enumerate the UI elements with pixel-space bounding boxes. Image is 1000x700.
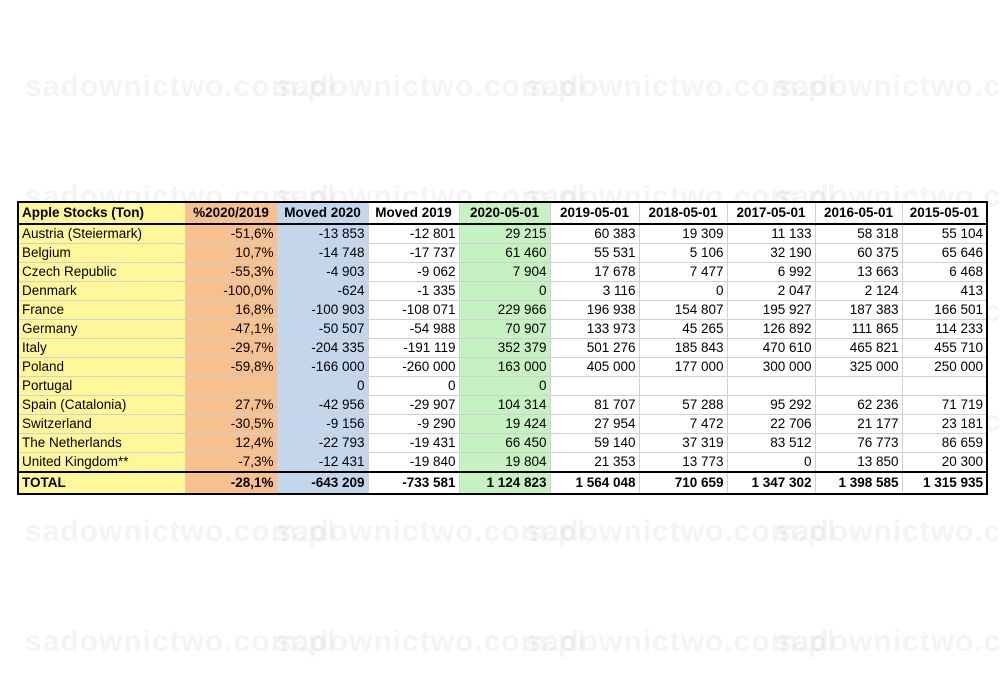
cell-pct-change: 27,7%: [185, 396, 277, 415]
cell-stock-2016: 58 318: [815, 224, 902, 244]
cell-moved-2020: -643 209: [277, 472, 368, 494]
cell-pct-change: [185, 377, 277, 396]
cell-stock-2018: 154 807: [639, 301, 727, 320]
cell-stock-2015: 114 233: [902, 320, 987, 339]
cell-stock-2016: 325 000: [815, 358, 902, 377]
cell-stock-2015: 65 646: [902, 244, 987, 263]
cell-pct-change: -28,1%: [185, 472, 277, 494]
cell-stock-2015: 1 315 935: [902, 472, 987, 494]
cell-stock-2015: 413: [902, 282, 987, 301]
cell-country: TOTAL: [18, 472, 185, 494]
cell-stock-2016: 60 375: [815, 244, 902, 263]
cell-stock-2018: 13 773: [639, 453, 727, 473]
cell-stock-2020: 163 000: [459, 358, 550, 377]
cell-country: The Netherlands: [18, 434, 185, 453]
cell-stock-2019: 27 954: [550, 415, 639, 434]
cell-moved-2020: -100 903: [277, 301, 368, 320]
cell-stock-2020: 70 907: [459, 320, 550, 339]
header-moved-2020: Moved 2020: [277, 202, 368, 224]
watermark-text: [775, 70, 1000, 104]
cell-moved-2019: -12 801: [368, 224, 459, 244]
cell-stock-2016: [815, 377, 902, 396]
cell-stock-2017: 22 706: [727, 415, 815, 434]
cell-stock-2018: 0: [639, 282, 727, 301]
cell-country: Spain (Catalonia): [18, 396, 185, 415]
cell-stock-2016: 21 177: [815, 415, 902, 434]
cell-stock-2018: 37 319: [639, 434, 727, 453]
header-country: Apple Stocks (Ton): [18, 202, 185, 224]
watermark-text: [525, 515, 836, 549]
cell-country: Denmark: [18, 282, 185, 301]
cell-pct-change: -51,6%: [185, 224, 277, 244]
cell-stock-2015: 23 181: [902, 415, 987, 434]
table-row: [18, 320, 987, 339]
cell-stock-2017: [727, 377, 815, 396]
header-stock-2019: 2019-05-01: [550, 202, 639, 224]
cell-moved-2020: -22 793: [277, 434, 368, 453]
cell-moved-2019: -29 907: [368, 396, 459, 415]
cell-country: Switzerland: [18, 415, 185, 434]
cell-moved-2020: -166 000: [277, 358, 368, 377]
header-stock-2020: 2020-05-01: [459, 202, 550, 224]
cell-moved-2019: -9 290: [368, 415, 459, 434]
watermark-text: [775, 625, 1000, 659]
cell-pct-change: 16,8%: [185, 301, 277, 320]
cell-stock-2020: 29 215: [459, 224, 550, 244]
cell-country: United Kingdom**: [18, 453, 185, 473]
cell-pct-change: -100,0%: [185, 282, 277, 301]
cell-stock-2018: 45 265: [639, 320, 727, 339]
table-row: [18, 301, 987, 320]
cell-stock-2020: 0: [459, 282, 550, 301]
cell-country: Italy: [18, 339, 185, 358]
cell-stock-2016: 1 398 585: [815, 472, 902, 494]
cell-moved-2020: -204 335: [277, 339, 368, 358]
cell-stock-2015: 6 468: [902, 263, 987, 282]
watermark-text: [275, 70, 586, 104]
cell-country: Poland: [18, 358, 185, 377]
cell-stock-2017: 6 992: [727, 263, 815, 282]
cell-stock-2015: 71 719: [902, 396, 987, 415]
cell-moved-2019: -9 062: [368, 263, 459, 282]
header-stock-2018: 2018-05-01: [639, 202, 727, 224]
table-row: [18, 415, 987, 434]
cell-stock-2016: 2 124: [815, 282, 902, 301]
cell-stock-2018: 7 472: [639, 415, 727, 434]
header-pct-change: %2020/2019: [185, 202, 277, 224]
cell-stock-2016: 76 773: [815, 434, 902, 453]
cell-moved-2019: -108 071: [368, 301, 459, 320]
cell-stock-2019: 196 938: [550, 301, 639, 320]
table-row: [18, 434, 987, 453]
cell-stock-2015: 166 501: [902, 301, 987, 320]
cell-stock-2018: 710 659: [639, 472, 727, 494]
cell-stock-2015: 250 000: [902, 358, 987, 377]
watermark-text: [275, 625, 586, 659]
cell-stock-2019: 3 116: [550, 282, 639, 301]
cell-stock-2017: 300 000: [727, 358, 815, 377]
cell-stock-2020: 229 966: [459, 301, 550, 320]
cell-moved-2019: -54 988: [368, 320, 459, 339]
cell-country: Germany: [18, 320, 185, 339]
cell-stock-2017: 95 292: [727, 396, 815, 415]
cell-stock-2020: 104 314: [459, 396, 550, 415]
cell-country: Belgium: [18, 244, 185, 263]
table-row: [18, 453, 987, 473]
cell-stock-2020: 0: [459, 377, 550, 396]
cell-stock-2018: 19 309: [639, 224, 727, 244]
cell-stock-2018: 7 477: [639, 263, 727, 282]
cell-stock-2017: 470 610: [727, 339, 815, 358]
cell-stock-2020: 66 450: [459, 434, 550, 453]
cell-stock-2015: 455 710: [902, 339, 987, 358]
table-row: [18, 224, 987, 244]
header-stock-2016: 2016-05-01: [815, 202, 902, 224]
cell-pct-change: -59,8%: [185, 358, 277, 377]
cell-moved-2020: -12 431: [277, 453, 368, 473]
cell-stock-2020: 19 424: [459, 415, 550, 434]
cell-moved-2019: -19 840: [368, 453, 459, 473]
cell-stock-2019: 1 564 048: [550, 472, 639, 494]
table-row: [18, 396, 987, 415]
cell-stock-2019: 17 678: [550, 263, 639, 282]
cell-stock-2015: 20 300: [902, 453, 987, 473]
cell-moved-2019: -733 581: [368, 472, 459, 494]
cell-pct-change: -55,3%: [185, 263, 277, 282]
cell-stock-2020: 7 904: [459, 263, 550, 282]
cell-stock-2019: 21 353: [550, 453, 639, 473]
cell-stock-2017: 0: [727, 453, 815, 473]
watermark-text: [525, 70, 836, 104]
cell-stock-2016: 62 236: [815, 396, 902, 415]
cell-stock-2019: 59 140: [550, 434, 639, 453]
watermark-text: [775, 515, 1000, 549]
cell-stock-2018: 185 843: [639, 339, 727, 358]
cell-stock-2019: 405 000: [550, 358, 639, 377]
watermark-text: [25, 515, 336, 549]
cell-stock-2016: 13 850: [815, 453, 902, 473]
cell-pct-change: -29,7%: [185, 339, 277, 358]
cell-moved-2019: -19 431: [368, 434, 459, 453]
cell-stock-2018: 57 288: [639, 396, 727, 415]
cell-moved-2020: -14 748: [277, 244, 368, 263]
cell-stock-2015: [902, 377, 987, 396]
cell-stock-2019: 133 973: [550, 320, 639, 339]
cell-moved-2020: -50 507: [277, 320, 368, 339]
cell-stock-2017: 11 133: [727, 224, 815, 244]
cell-moved-2020: -42 956: [277, 396, 368, 415]
cell-stock-2015: 86 659: [902, 434, 987, 453]
cell-moved-2019: -191 119: [368, 339, 459, 358]
cell-stock-2020: 61 460: [459, 244, 550, 263]
cell-stock-2016: 465 821: [815, 339, 902, 358]
cell-pct-change: -7,3%: [185, 453, 277, 473]
cell-stock-2018: 5 106: [639, 244, 727, 263]
cell-stock-2019: 60 383: [550, 224, 639, 244]
table-row: [18, 339, 987, 358]
cell-stock-2017: 126 892: [727, 320, 815, 339]
table-row: [18, 377, 987, 396]
cell-stock-2020: 1 124 823: [459, 472, 550, 494]
cell-stock-2016: 111 865: [815, 320, 902, 339]
cell-stock-2019: 55 531: [550, 244, 639, 263]
header-moved-2019: Moved 2019: [368, 202, 459, 224]
cell-stock-2019: [550, 377, 639, 396]
cell-country: Portugal: [18, 377, 185, 396]
cell-moved-2020: -4 903: [277, 263, 368, 282]
table-header-row: [18, 202, 987, 224]
cell-stock-2016: 187 383: [815, 301, 902, 320]
cell-pct-change: 10,7%: [185, 244, 277, 263]
cell-stock-2019: 501 276: [550, 339, 639, 358]
table-row: [18, 358, 987, 377]
table-row: [18, 263, 987, 282]
cell-pct-change: -30,5%: [185, 415, 277, 434]
cell-stock-2017: 32 190: [727, 244, 815, 263]
cell-moved-2019: -260 000: [368, 358, 459, 377]
apple-stocks-table: [17, 201, 988, 495]
cell-stock-2019: 81 707: [550, 396, 639, 415]
cell-stock-2016: 13 663: [815, 263, 902, 282]
cell-stock-2015: 55 104: [902, 224, 987, 244]
cell-moved-2020: -13 853: [277, 224, 368, 244]
cell-stock-2017: 2 047: [727, 282, 815, 301]
cell-stock-2017: 195 927: [727, 301, 815, 320]
header-stock-2015: 2015-05-01: [902, 202, 987, 224]
cell-stock-2018: [639, 377, 727, 396]
cell-country: Czech Republic: [18, 263, 185, 282]
cell-stock-2017: 83 512: [727, 434, 815, 453]
watermark-text: [25, 625, 336, 659]
cell-moved-2020: -9 156: [277, 415, 368, 434]
cell-moved-2020: -624: [277, 282, 368, 301]
cell-stock-2017: 1 347 302: [727, 472, 815, 494]
table-total-row: [18, 472, 987, 494]
cell-country: Austria (Steiermark): [18, 224, 185, 244]
cell-moved-2020: 0: [277, 377, 368, 396]
cell-moved-2019: 0: [368, 377, 459, 396]
cell-pct-change: 12,4%: [185, 434, 277, 453]
cell-stock-2018: 177 000: [639, 358, 727, 377]
cell-moved-2019: -17 737: [368, 244, 459, 263]
cell-stock-2020: 19 804: [459, 453, 550, 473]
cell-stock-2020: 352 379: [459, 339, 550, 358]
cell-pct-change: -47,1%: [185, 320, 277, 339]
cell-moved-2019: -1 335: [368, 282, 459, 301]
cell-country: France: [18, 301, 185, 320]
watermark-text: [525, 625, 836, 659]
header-stock-2017: 2017-05-01: [727, 202, 815, 224]
watermark-text: [275, 515, 586, 549]
table-row: [18, 282, 987, 301]
watermark-text: [25, 70, 336, 104]
table-row: [18, 244, 987, 263]
